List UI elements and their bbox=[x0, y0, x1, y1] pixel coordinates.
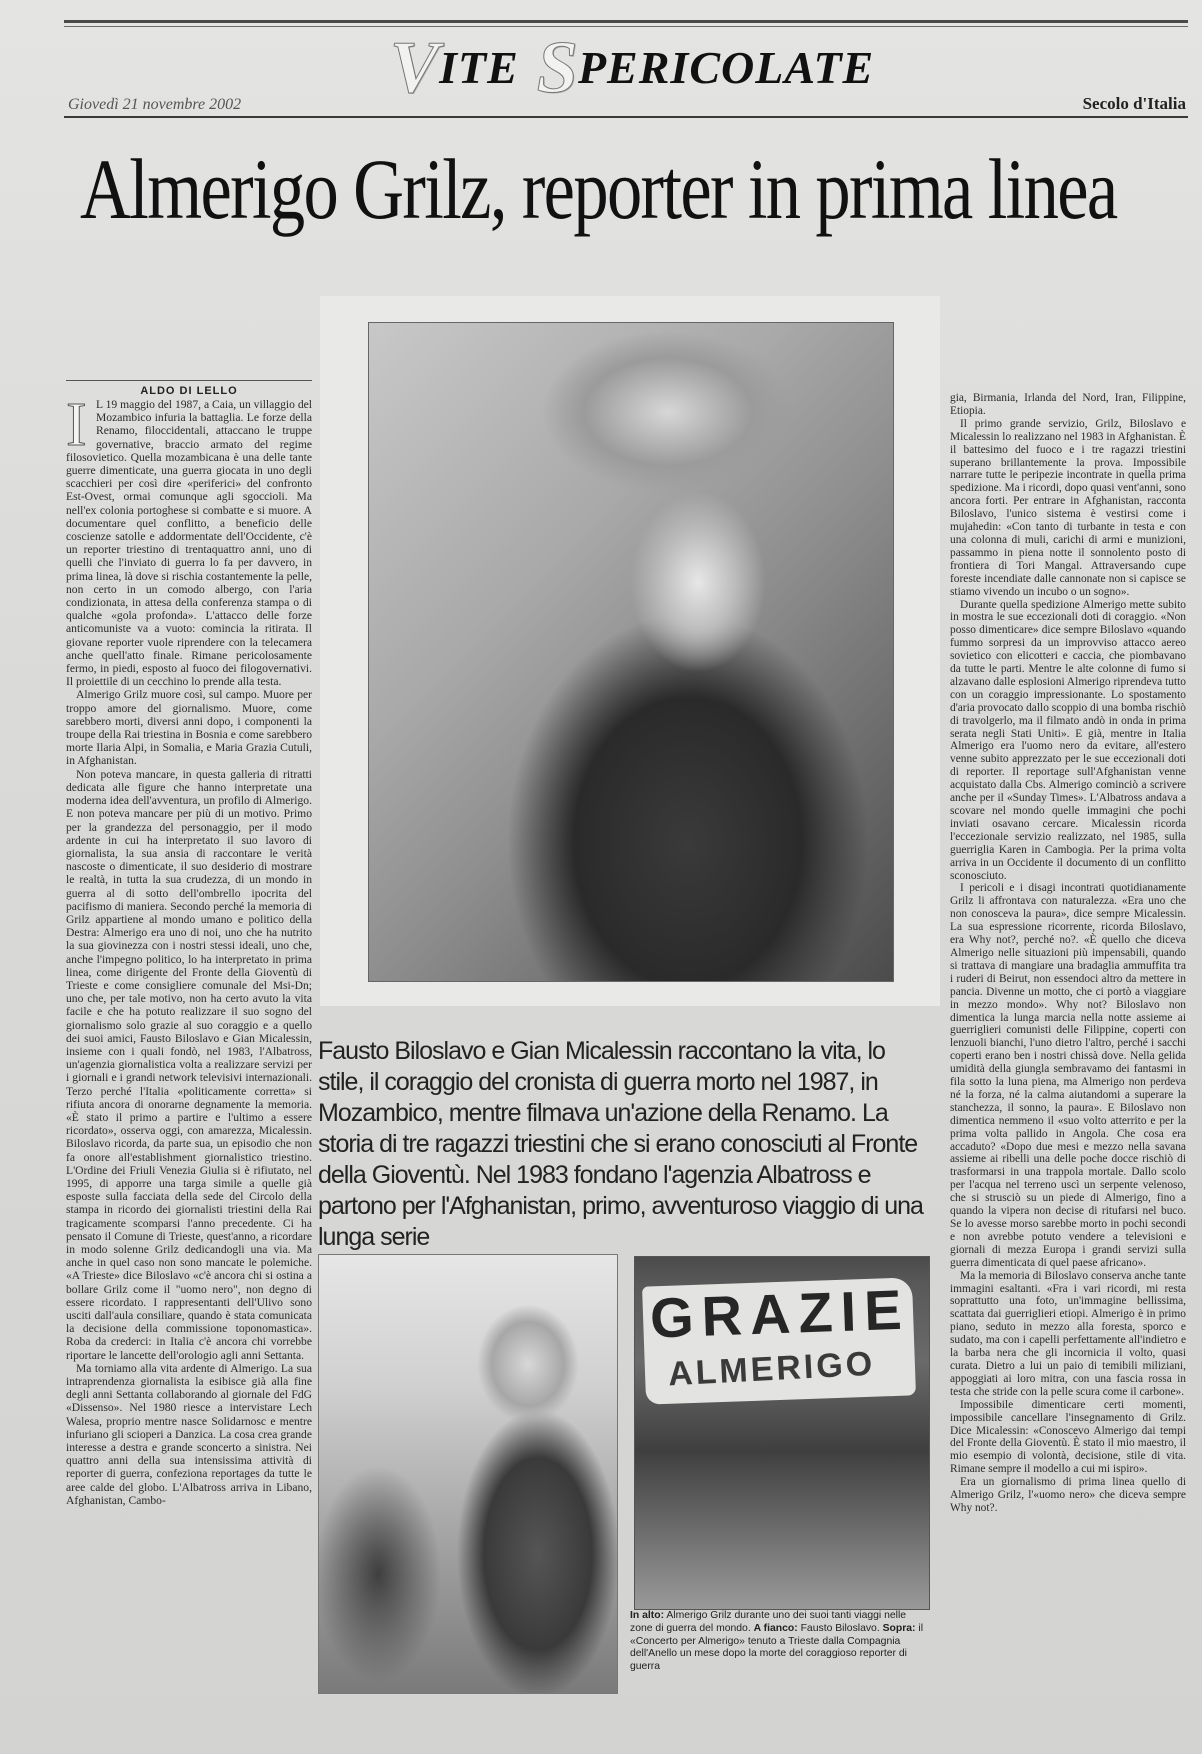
concert-photo bbox=[634, 1256, 930, 1610]
right-paragraph: Era un giornalismo di prima linea quello di Almerigo Grilz, l'«uomo nero» che diceva sempre Why not?. bbox=[950, 1476, 1186, 1514]
issue-date: Giovedì 21 novembre 2002 bbox=[68, 96, 242, 113]
left-paragraph: Non poteva mancare, in questa galleria di ritratti dedicata alle figure che hanno interpretate una moderna idea dell'avventura, un profilo di Almerigo. E non poteva mancare per più di un motivo. Primo per la grandezza del personaggio, per il modo ardente in cui ha interpretato il suo lavoro di giornalista, la sua ansia di raccontare le verità nascoste o dimenticate, il suo desiderio di mostrare le realtà, in tutta la sua crudezza, di un mondo in guerra al di sotto dell'ombrello ipocrita del pacifismo di maniera. Secondo perché la memoria di Grilz appartiene al mondo umano e politico della Destra: Almerigo era uno di noi, uno che ha nutrito la sua giovinezza con i nostri stessi ideali, uno che, anche l'impegno politico, lo ha interpretato in prima linea, come dirigente del Fronte della Gioventù di Trieste e come consigliere comunale del Msi-Dn; uno che, per tale motivo, non ha certo avuto la vita facile e che ha potuto realizzare il suo sogno del giornalismo solo grazie al suo coraggio e a quello dei suoi amici, Fausto Biloslavo e Gian Micalessin, insieme con i quali fondò, nel 1983, l'Albatross, un'agenzia giornalistica volta a realizzare servizi per i giornali e i grandi network televisivi internazionali. Terzo perché l'Italia «politicamente corretta» si rifiuta ancora di onorarne degnamente la memoria. «È stato il primo a partire e l'ultimo a essere ricordato», osserva oggi, con amarezza, Micalessin. Biloslavo ricorda, da parte sua, un episodio che non fa onore all'establishment giornalistico triestino. L'Ordine dei Friuli Venezia Giulia si è rifiutato, nel 1995, di apporre una targa simile a quelle già esposte sulla facciata della sede del Circolo della stampa in ricordo dei giornalisti triestini della Rai tragicamente scomparsi l'anno precedente. Ci ha pensato il Comune di Trieste, quest'anno, a ricordare in modo solenne Grilz dedicandogli una via. Ma anche in quel caso non sono mancate le polemiche. «A Trieste» dice Biloslavo «c'è ancora chi si ostina a bollare Grilz come il "uomo nero", non degno di essere ricordato. I rappresentanti dell'Ulivo sono usciti dall'aula consiliare, quando è stata comunicata la decisione della commissione toponomastica». Roba da crederci: in Italia c'è ancora chi vorrebbe riportare le lancette dell'orologio agli anni Settanta. bbox=[66, 767, 312, 1362]
dropcap: I bbox=[66, 391, 87, 459]
caption-text-above: il «Concerto per Almerigo» tenuto a Trieste dalla Compagnia dell'Anello un mese dopo la morte del coraggioso reporter di guerra bbox=[630, 1622, 924, 1673]
banner-subtext: ALMERIGO bbox=[667, 1344, 877, 1394]
right-paragraph: Il primo grande servizio, Grilz, Biloslavo e Micalessin lo realizzano nel 1983 in Afghanistan. È il battesimo del fuoco e i tre ragazzi triestini superano brillantemente la prova. Impossibile narrare tutte le peripezie incontrate in quella prima spedizione. Ma i ricordi, dopo quasi vent'anni, sono ancora forti. Per entrare in Afghanistan, racconta Biloslavo, l'unico sistema è vestirsi come i mujahedin: «Con tanto di turbante in testa e con una colonna di muli, carichi di armi e munizioni, passammo in piena notte il sonnolento posto di frontiera di Tori Mangal. Attraversando cupe foreste incendiate dalle cannonate non si capisce se stiamo vivendo un incubo o un sogno». bbox=[950, 417, 1186, 598]
masthead-word-ite: ITE bbox=[439, 42, 519, 93]
right-paragraph: I pericoli e i disagi incontrati quotidianamente Grilz li affrontava con naturalezza. «Era uno che non conosceva la paura», dice sempre Micalessin. La sua espressione ricorrente, ricorda Biloslavo, era Why not?, perché no?. «È quello che diceva Almerigo nelle situazioni più impensabili, quando si trattava di mangiare una bradaglia ammuffita tra i ruderi di Beirut, non essendoci altro da mettere in pancia. Divenne un motto, che ci portò a viaggiare in mezzo mondo». Why not? Biloslavo non dimentica la lunga marcia nella notte assieme ai guerriglieri comunisti delle Filippine, coperti con lenzuoli bianchi, l'uno dietro l'altro, perché i sacchi coperti erano ben i nostri chissà dove. Nella gelida umidità della giungla sembravamo dei fantasmi in fila sotto la luna piena, ma Almerigo non perdeva né la forza, né la calma aiutandomi a superare la stanchezza, il sonno, la paura». E Biloslavo non dimentica nemmeno il «suo volto atterrito e per la prima volta pallido in Angola. Che cosa era accaduto? «Dopo due mesi e mezzo nella savana assieme ai ribelli una delle poche docce rischiò di trasformarsi in una trappola mortale. Dallo scolo per l'acqua nel terreno uscì un serpente velenoso, che si strusciò su un piede di Almerigo, fino a quando la vipera non decise di ritufarsi nel buco. Se lo avesse morso sarebbe morto in pochi secondi e non avrebbe potuto vendere a televisioni e giornali di mezza Europa i grandi servizi sulla guerra dimenticata di quel paese africano». bbox=[950, 882, 1186, 1269]
author-name: ALDO DI LELLO bbox=[140, 385, 238, 397]
masthead-word-pericolate: PERICOLATE bbox=[577, 42, 875, 93]
masthead-cap-s: S bbox=[536, 27, 578, 109]
byline bbox=[66, 380, 312, 397]
caption-text-side: Fausto Biloslavo. bbox=[797, 1622, 883, 1634]
left-paragraph: Ma torniamo alla vita ardente di Almerigo. La sua intraprendenza giornalista la esibisce già alla fine degli anni Settanta collaborando al giornale del FdG «Dissenso». Nel 1980 riesce a intervistare Lech Walesa, proprio mentre nasce Solidarnosc e mentre infuriano gli scioperi a Danzica. La cosa crea grande interesse a destra e grande sconcerto a sinistra. Nei quattro anni della sua intensissima attività di reporter di guerra, confeziona reportages da tutte le aree calde del globo. L'Albatross arriva in Libano, Afghanistan, Cambo- bbox=[66, 1361, 312, 1507]
photo-caption bbox=[630, 1610, 930, 1674]
masthead-cap-v: V bbox=[389, 27, 440, 109]
biloslavo-photo bbox=[318, 1254, 618, 1694]
top-hairline bbox=[64, 26, 1188, 27]
right-column bbox=[950, 392, 1186, 1515]
caption-label-side: A fianco: bbox=[753, 1622, 798, 1634]
right-paragraph: gia, Birmania, Irlanda del Nord, Iran, Filippine, Etiopia. bbox=[950, 392, 1186, 417]
newspaper-name: Secolo d'Italia bbox=[1082, 94, 1186, 113]
left-paragraph: L 19 maggio del 1987, a Caia, un villaggio del Mozambico infuria la battaglia. Le forze della Renamo, filoccidentali, attaccano le truppe governative, braccio armato del regime filosovietico. Quella mozambicana è una delle tante guerre dimenticate, una guerra giocata in uno degli scacchieri per così dire «periferici» del confronto Est-Ovest, ormai comunque agli sgoccioli. Ma nell'ex colonia portoghese si combatte e si muore. A documentare quel conflitto, a beneficio delle coscienze satolle e addormentate dell'Occidente, c'è un reporter triestino di trentaquattro anni, uno di quelli che l'inviato di guerra lo fa per davvero, in prima linea, là dove si rischia costantemente la pelle, non certo in un comodo albergo, con l'aria condizionata, in attesa della conferenza stampa o di qualche «gola profonda». L'attacco delle forze anticomuniste va a vuoto: comincia la ritirata. Il giovane reporter vuole riprendere con la telecamera anche quell'atto finale. Rimane pericolosamente fermo, in piedi, esposto al fuoco dei filogovernativi. Il proiettile di un cecchino lo prende alla testa. bbox=[66, 398, 312, 689]
right-paragraph: Durante quella spedizione Almerigo mette subito in mostra le sue eccezionali doti di coraggio. «Non posso dimenticare» dice sempre Biloslavo «quando fummo sorpresi da un improvviso attacco aereo sovietico con elicotteri e caccia, che piombavano da tutte le parti. Mentre le alte colonne di fumo si alzavano dalle esplosioni Almerigo riprendeva tutto con un coraggio impressionante. Lo spostamento d'aria provocato dallo scoppio di una bomba rischiò di travolgerlo, ma il filmato andò in onda in prima serata negli Stati Uniti». E già, mentre in Italia Almerigo era l'uomo nero da evitare, all'estero venne subito apprezzato per le sue eccezionali doti di reporter. Il reportage sull'Afghanistan venne acquistato dalla Cbs. Almerigo cominciò a scrivere anche per il «Sunday Times». L'Albatross andava a scovare nel mondo quelle immagini che pochi inviati osavano cercare. Micalessin ricorda l'eccezionale servizio realizzato, nel 1985, sulla guerriglia Karen in Cambogia. Per la prima volta arriva in un Occidente il documento di un conflitto sconosciuto. bbox=[950, 598, 1186, 882]
portrait-photo bbox=[368, 322, 894, 982]
caption-label-top: In alto: bbox=[630, 1610, 665, 1621]
banner-text: GRAZIE bbox=[648, 1277, 911, 1350]
caption-text-top: Almerigo Grilz durante uno dei suoi tanti viaggi nelle zone di guerra del mondo. bbox=[630, 1610, 907, 1634]
article-headline: Almerigo Grilz, reporter in prima linea bbox=[80, 141, 1117, 237]
article-lead: Fausto Biloslavo e Gian Micalessin raccontano la vita, lo stile, il coraggio del cronista di guerra morto nel 1987, in Mozambico, mentre filmava un'azione della Renamo. La storia di tre ragazzi triestini che si erano conosciuti al Fronte della Gioventù. Nel 1983 fondano l'agenzia Albatross e partono per l'Afghanistan, primo, avventuroso viaggio di una lunga serie bbox=[318, 1037, 923, 1251]
right-paragraph: Ma la memoria di Biloslavo conserva anche tante immagini esaltanti. «Fra i vari ricordi, mi resta soprattutto una foto, un'immagine bellissima, scattata dai guerriglieri etiopi. Almerigo è in primo piano, seduto in mezzo alla foresta, sporco e sudato, ma con i capelli perfettamente all'indietro e la barba nera che gli incornicia il volto, quasi curata. Dietro a lui un paio di temibili miliziani, appoggiati ai loro mitra, con una fascia rossa in testa che stride con la pelle scura come il carbone». bbox=[950, 1269, 1186, 1398]
caption-label-above: Sopra: bbox=[882, 1622, 916, 1634]
header-rule bbox=[64, 116, 1188, 118]
section-masthead bbox=[389, 27, 875, 109]
right-paragraph: Impossibile dimenticare certi momenti, impossibile cancellare l'insegnamento di Grilz. Dice Micalessin: «Conoscevo Almerigo dai tempi del Fronte della Gioventù. È stato il mio maestro, il mio esempio di volontà, decisione, stile di vita. Rimane sempre il modello a cui mi ispiro». bbox=[950, 1398, 1186, 1476]
top-rule bbox=[64, 20, 1188, 23]
left-paragraph: Almerigo Grilz muore così, sul campo. Muore per troppo amore del giornalismo. Muore, come sarebbero morti, diversi anni dopo, i componenti la troupe della Rai triestina in Bosnia e come sarebbero morte Ilaria Alpi, in Somalia, e Maria Grazia Cutuli, in Afghanistan. bbox=[66, 688, 312, 768]
